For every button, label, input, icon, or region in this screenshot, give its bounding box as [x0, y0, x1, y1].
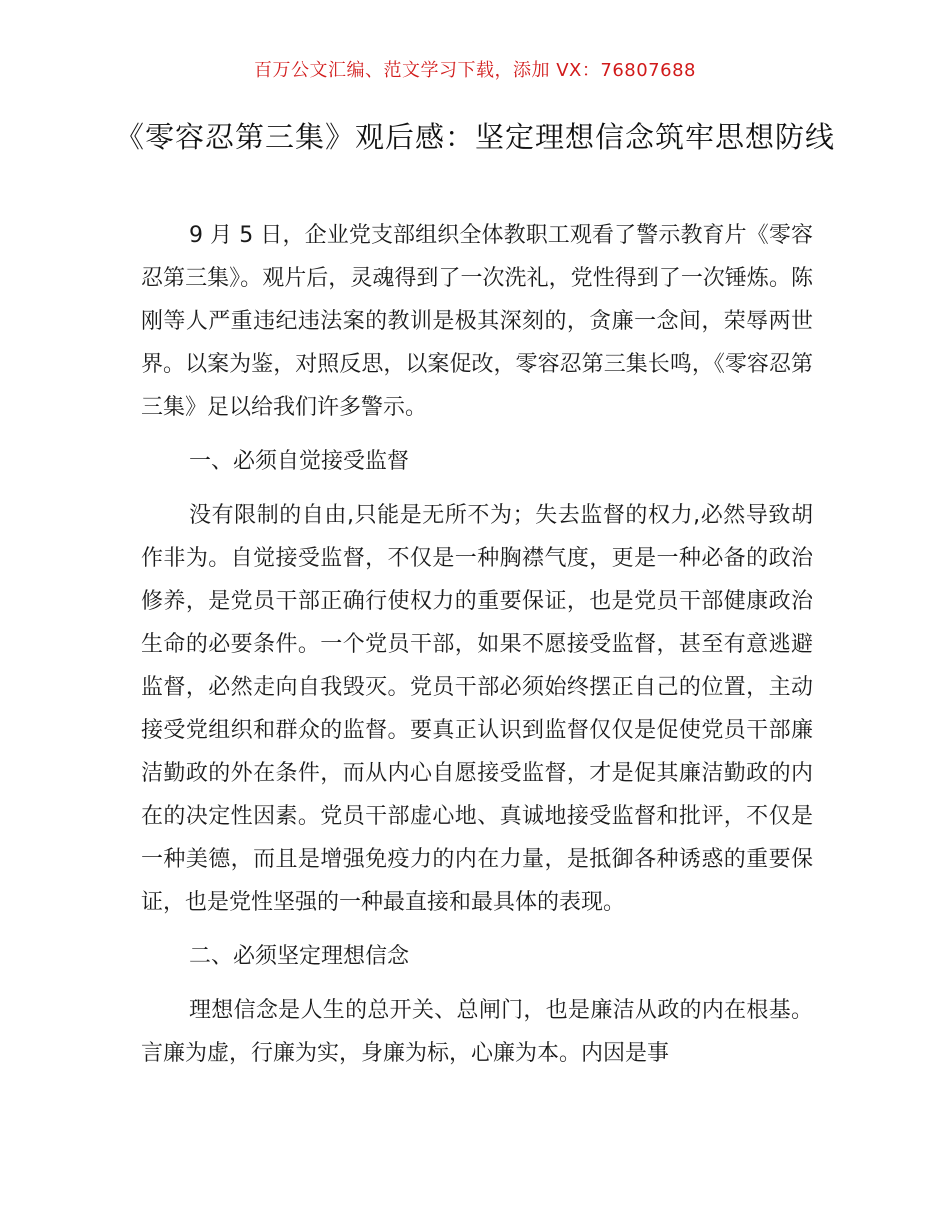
intro-paragraph: 9 月 5 日，企业党支部组织全体教职工观看了警示教育片《零容忍第三集》。观片后，灵魂得到了一次洗礼，党性得到了一次锤炼。陈刚等人严重违纪违法案的教训是极其深刻的，贪廉一念间，荣辱两世界。以案为鉴，对照反思，以案促改，零容忍第三集长鸣，《零容忍第三集》足以给我们许多警示。 — [141, 223, 813, 420]
document-title: 《零容忍第三集》观后感：坚定理想信念筑牢思想防线 — [114, 120, 835, 154]
section-heading-2: 二、必须坚定理想信念 — [189, 944, 410, 969]
header-watermark-note: 百万公文汇编、范文学习下载，添加 VX：76807688 — [254, 60, 696, 81]
section-paragraph-1: 没有限制的自由,只能是无所不为；失去监督的权力,必然导致胡作非为。自觉接受监督，不仅是一种胸襟气度，更是一种必备的政治修养，是党员干部正确行使权力的重要保证，也是党员干部健康政治生命的必要条件。一个党员干部，如果不愿接受监督，甚至有意逃避监督，必然走向自我毁灭。党员干部必须始终摆正自己的位置，主动接受党组织和群众的监督。要真正认识到监督仅仅是促使党员干部廉洁勤政的外在条件，而从内心自愿接受监督，才是促其廉洁勤政的内在的决定性因素。党员干部虚心地、真诚地接受监督和批评，不仅是一种美德，而且是增强免疫力的内在力量，是抵御各种诱惑的重要保证，也是党性坚强的一种最直接和最具体的表现。 — [141, 503, 813, 915]
document-body — [141, 214, 813, 1075]
section-heading-1: 一、必须自觉接受监督 — [189, 449, 410, 474]
section-paragraph-2: 理想信念是人生的总开关、总闸门，也是廉洁从政的内在根基。言廉为虚，行廉为实，身廉为标，心廉为本。内因是事 — [141, 998, 813, 1066]
paragraph-gap — [141, 924, 813, 935]
paragraph-gap — [141, 483, 813, 494]
paragraph-gap — [141, 978, 813, 989]
paragraph-gap — [141, 429, 813, 440]
